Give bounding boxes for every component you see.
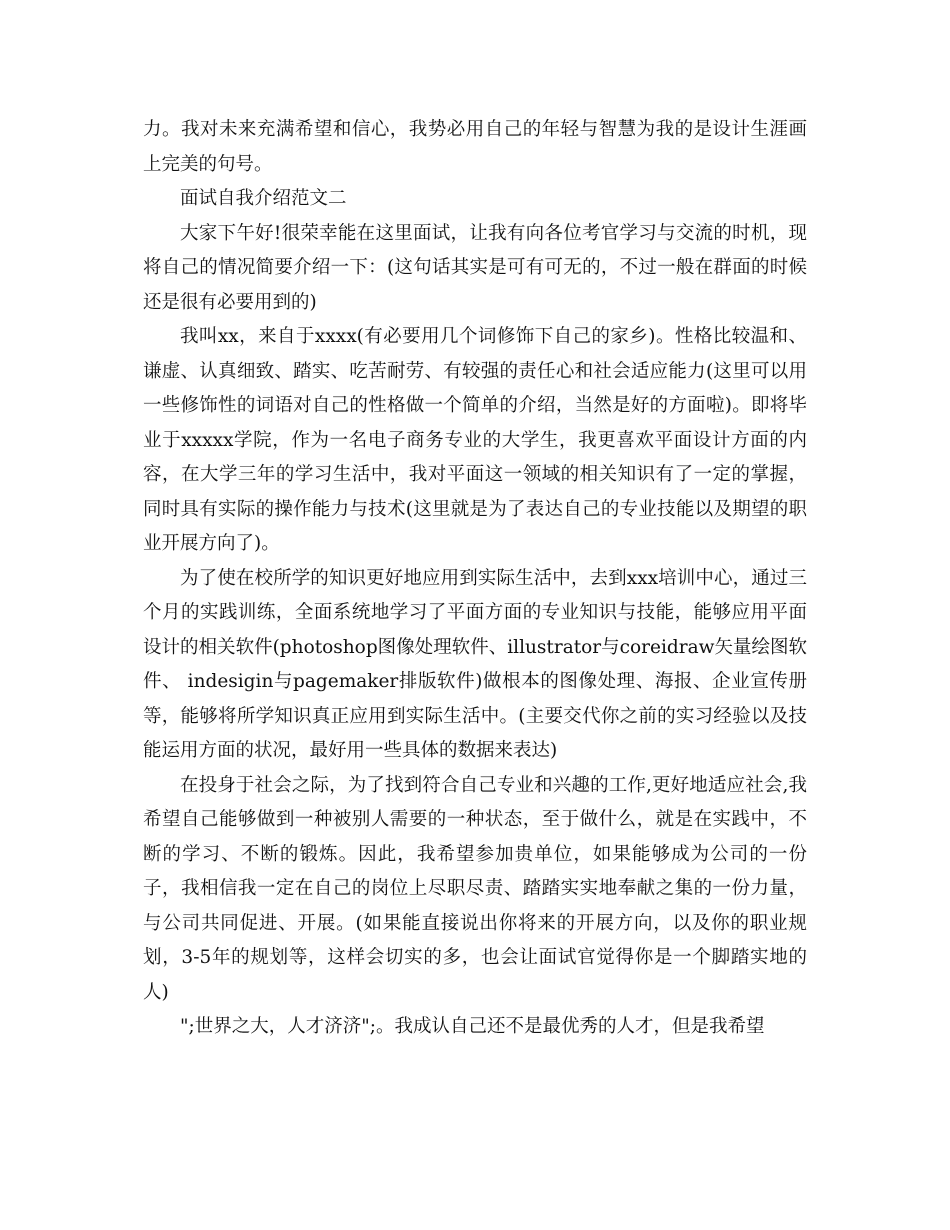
paragraph-career-goal: 在投身于社会之际，为了找到符合自己专业和兴趣的工作,更好地适应社会,我希望自己能够做到一种被别人需要的一种状态，至于做什么，就是在实践中，不断的学习、不断的锻炼。因此，我希望参加贵单位，如果能够成为公司的一份子，我相信我一定在自己的岗位上尽职尽责、踏踏实实地奉献之集的一份力量，与公司共同促进、开展。(如果能直接说出你将来的开展方向，以及你的职业规划，3-5年的规划等，这样会切实的多，也会让面试官觉得你是一个脚踏实地的人) <box>143 774 807 1003</box>
paragraph-closing-start: ";世界之大，人才济济";。我成认自己还不是最优秀的人才，但是我希望 <box>180 1016 765 1037</box>
paragraph-personal-intro: 我叫xx，来自于xxxx(有必要用几个词修饰下自己的家乡)。性格比较温和、谦虚、认真细致、踏实、吃苦耐劳、有较强的责任心和社会适应能力(这里可以用一些修饰性的词语对自己的性格做一个简单的介绍，当然是好的方面啦)。即将毕业于xxxxx学院，作为一名电子商务专业的大学生，我更喜欢平面设计方面的内容，在大学三年的学习生活中，我对平面这一领域的相关知识有了一定的掌握，同时具有实际的操作能力与技术(这里就是为了表达自己的专业技能以及期望的职业开展方向了)。 <box>143 326 807 554</box>
document-body <box>143 113 807 1045</box>
paragraph-continuation: 力。我对未来充满希望和信心，我势必用自己的年轻与智慧为我的是设计生涯画上完美的句号。 <box>143 119 807 175</box>
section-heading: 面试自我介绍范文二 <box>180 188 347 209</box>
paragraph-training: 为了使在校所学的知识更好地应用到实际生活中，去到xxx培训中心，通过三个月的实践训练，全面系统地学习了平面方面的专业知识与技能，能够应用平面设计的相关软件(photoshop图像处理软件、illustrator与coreidraw矢量绘图软件、 indesigin与pagemaker排版软件)做根本的图像处理、海报、企业宣传册等，能够将所学知识真正应用到实际生活中。(主要交代你之前的实习经验以及技能运用方面的状况，最好用一些具体的数据来表达) <box>143 567 807 761</box>
paragraph-greeting: 大家下午好!很荣幸能在这里面试，让我有向各位考官学习与交流的时机，现将自己的情况简要介绍一下：(这句话其实是可有可无的，不过一般在群面的时候还是很有必要用到的) <box>143 222 807 313</box>
